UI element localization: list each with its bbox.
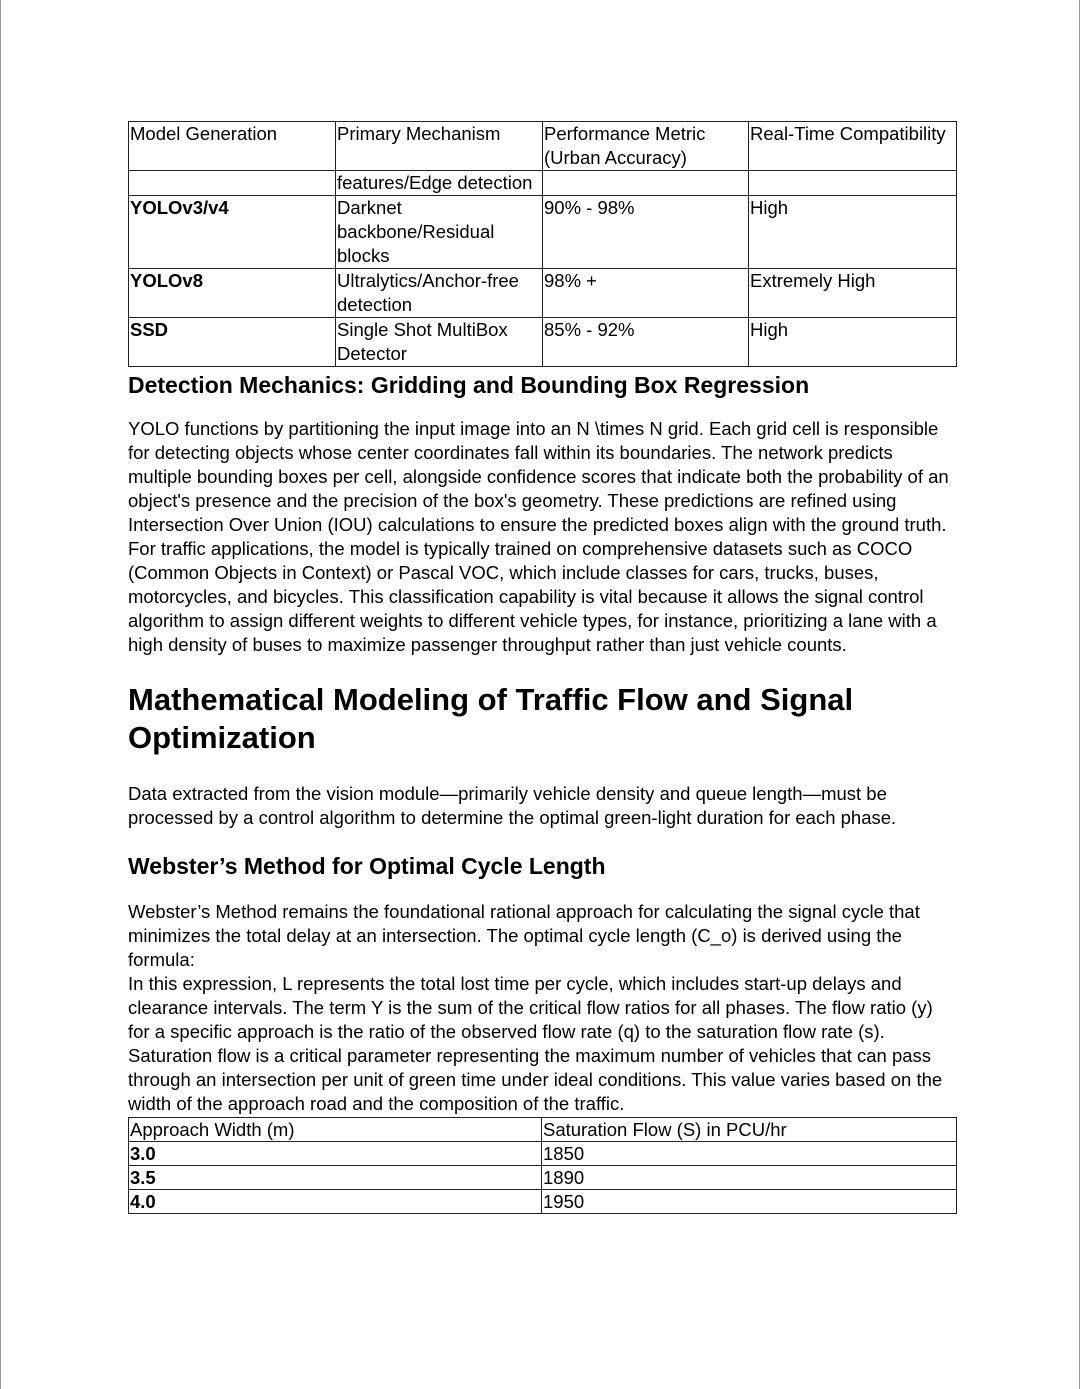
flow-cell: 1850	[542, 1142, 957, 1166]
realtime-cell: High	[749, 318, 957, 367]
table-header-row	[129, 122, 957, 171]
table-row	[129, 196, 957, 269]
detection-mechanics-heading: Detection Mechanics: Gridding and Bounding Box Regression	[128, 372, 810, 398]
model-cell: YOLOv8	[129, 269, 336, 318]
mechanism-cell: features/Edge detection	[336, 171, 543, 196]
header-cell: Real-Time Compatibility	[749, 122, 957, 171]
model-cell	[129, 171, 336, 196]
realtime-cell: High	[749, 196, 957, 269]
metric-cell: 85% - 92%	[543, 318, 749, 367]
webster-paragraph: Webster’s Method remains the foundational rational approach for calculating the signal cycle that minimizes the total delay at an intersection. The optimal cycle length (C_o) is derived using the formula:	[128, 901, 920, 970]
realtime-cell	[749, 171, 957, 196]
saturation-flow-table	[128, 1117, 957, 1214]
realtime-cell: Extremely High	[749, 269, 957, 318]
table-row	[129, 171, 957, 196]
header-cell: Model Generation	[129, 122, 336, 171]
table-row	[129, 1166, 957, 1190]
metric-cell: 98% +	[543, 269, 749, 318]
metric-cell	[543, 171, 749, 196]
width-cell: 3.0	[129, 1142, 542, 1166]
flow-cell: 1950	[542, 1190, 957, 1214]
math-modeling-paragraph: Data extracted from the vision module—primarily vehicle density and queue length—must be processed by a control algorithm to determine the optimal green-light duration for each phase.	[128, 783, 897, 828]
detection-paragraph: For traffic applications, the model is typically trained on comprehensive datasets such as COCO (Common Objects in Context) or Pascal VOC, which include classes for cars, trucks, buses, motorcycles, and bicycles. This classification capability is vital because it allows the signal control algorithm to assign different weights to different vehicle types, for instance, prioritizing a lane with a high density of buses to maximize passenger throughput rather than just vehicle counts.	[128, 538, 937, 655]
header-cell: Primary Mechanism	[336, 122, 543, 171]
model-comparison-table	[128, 121, 957, 367]
table-row	[129, 1190, 957, 1214]
header-cell: Saturation Flow (S) in PCU/hr	[542, 1118, 957, 1142]
webster-heading: Webster’s Method for Optimal Cycle Length	[128, 853, 606, 879]
flow-cell: 1890	[542, 1166, 957, 1190]
detection-paragraph: YOLO functions by partitioning the input image into an N \times N grid. Each grid cell is responsible for detecting objects whose center coordinates fall within its boundaries. The network predicts multiple bounding boxes per cell, alongside confidence scores that indicate both the probability of an object's presence and the precision of the box's geometry. These predictions are refined using Intersection Over Union (IOU) calculations to ensure the predicted boxes align with the ground truth.	[128, 418, 949, 535]
width-cell: 3.5	[129, 1166, 542, 1190]
mechanism-text: Darknet backbone/Residual blocks	[337, 197, 495, 266]
metric-cell: 90% - 98%	[543, 196, 749, 269]
mechanism-cell	[336, 318, 543, 367]
mechanism-text: Single Shot MultiBox Detector	[337, 319, 508, 364]
table-row	[129, 269, 957, 318]
math-modeling-heading: Mathematical Modeling of Traffic Flow and Signal Optimization	[128, 682, 854, 755]
mechanism-cell	[336, 196, 543, 269]
table-row	[129, 318, 957, 367]
mechanism-cell: Ultralytics/Anchor-free detection	[336, 269, 543, 318]
width-cell: 4.0	[129, 1190, 542, 1214]
table-header-row	[129, 1118, 957, 1142]
page-content	[128, 121, 956, 1214]
model-cell: YOLOv3/v4	[129, 196, 336, 269]
header-cell: Approach Width (m)	[129, 1118, 542, 1142]
webster-paragraph: In this expression, L represents the total lost time per cycle, which includes start-up delays and clearance intervals. The term Y is the sum of the critical flow ratios for all phases. The flow ratio (y) for a specific approach is the ratio of the observed flow rate (q) to the saturation flow rate (s). Saturation flow is a critical parameter representing the maximum number of vehicles that can pass through an intersection per unit of green time under ideal conditions. This value varies based on the width of the approach road and the composition of the traffic.	[128, 973, 943, 1114]
header-cell: Performance Metric (Urban Accuracy)	[543, 122, 749, 171]
model-cell: SSD	[129, 318, 336, 367]
table-row	[129, 1142, 957, 1166]
